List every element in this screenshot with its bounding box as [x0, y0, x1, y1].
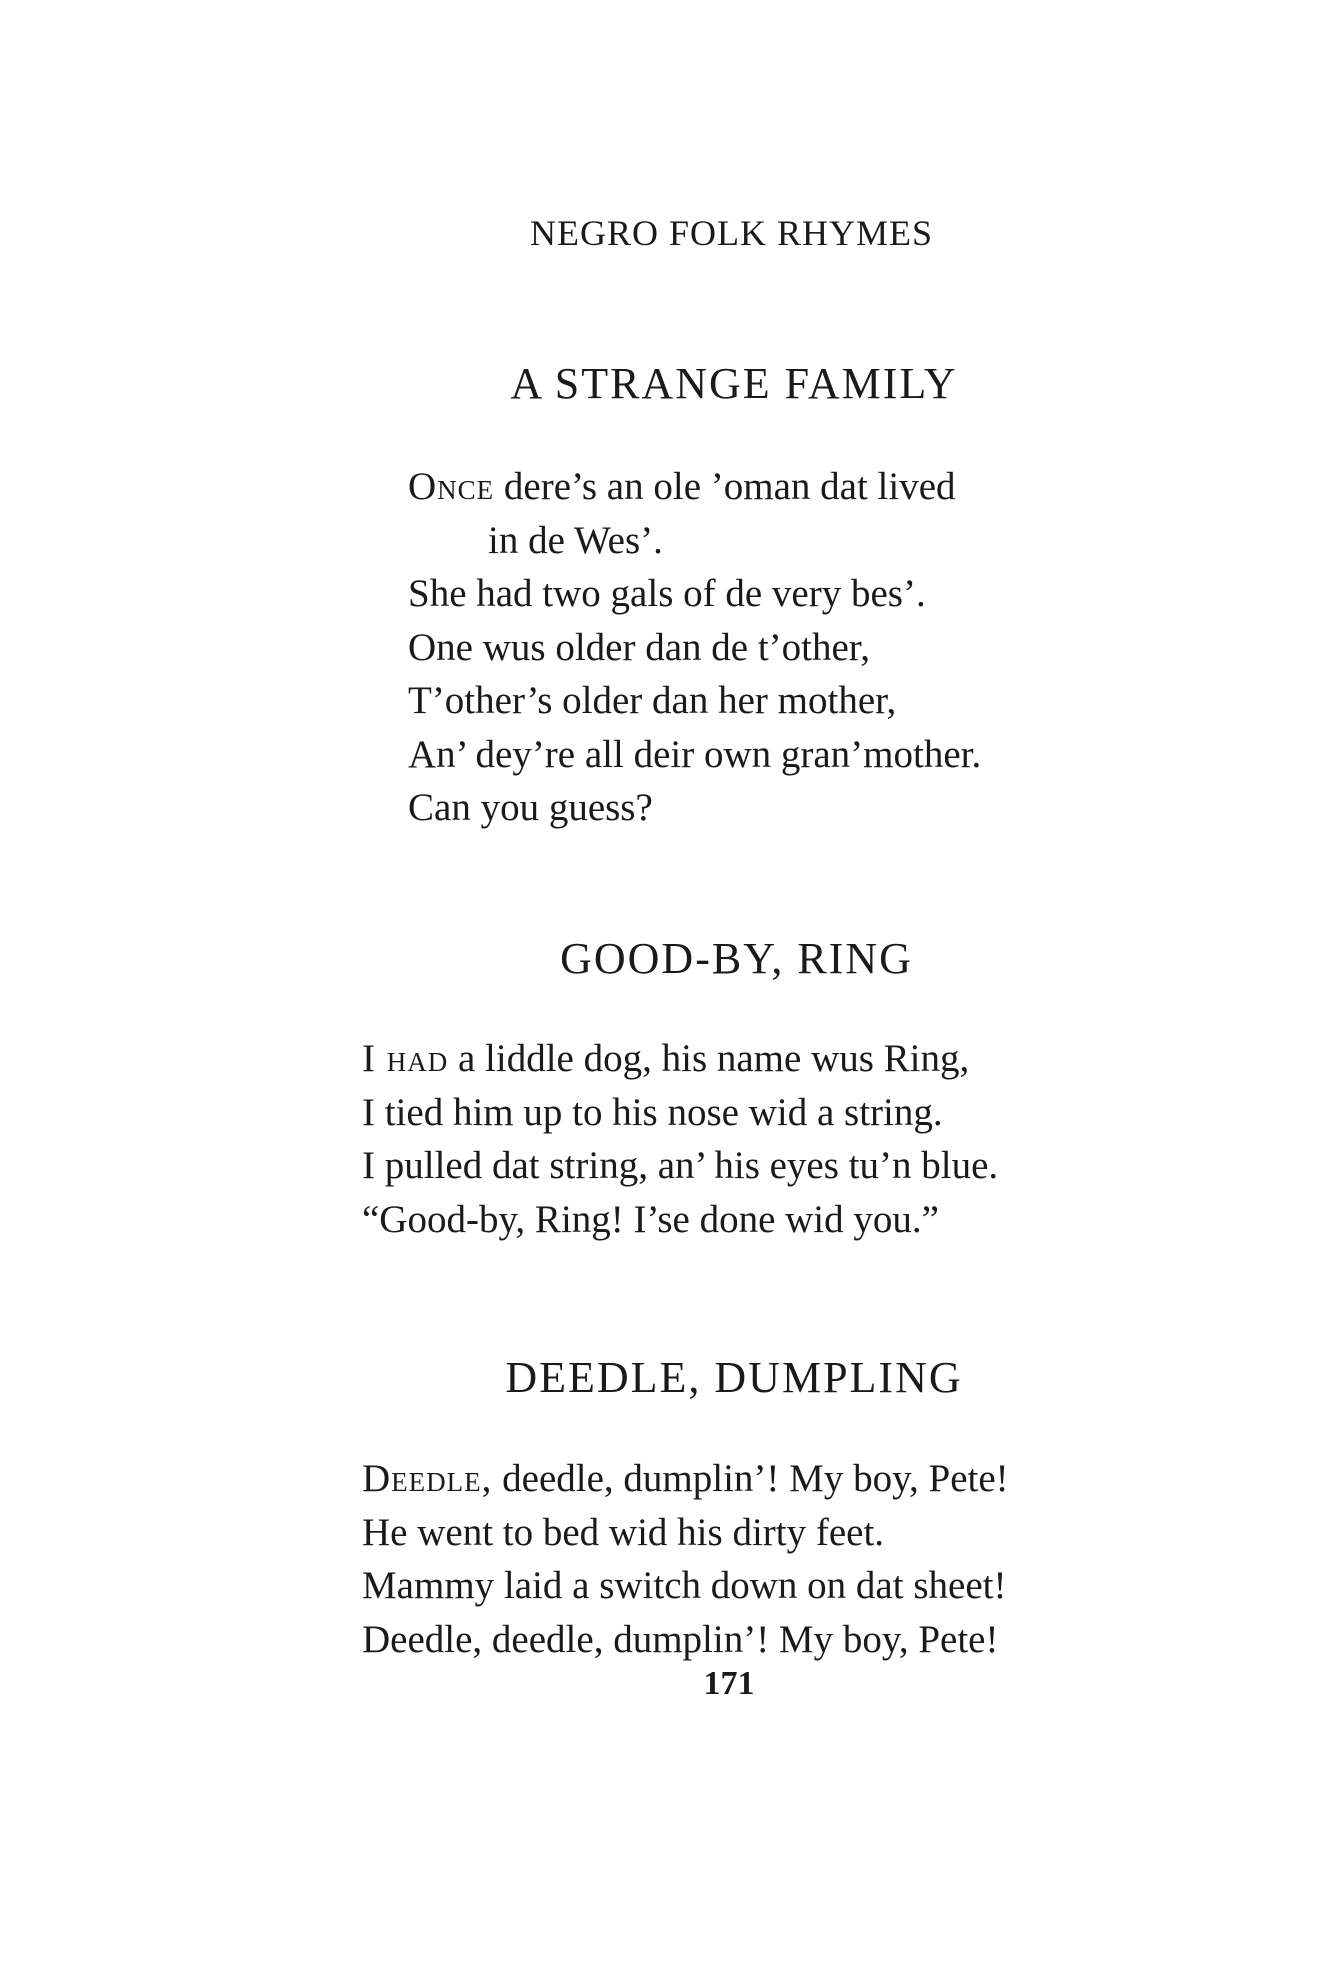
poem-line: Mammy laid a switch down on dat sheet!	[362, 1564, 1007, 1607]
poem-line: Deedle, deedle, dumplin’! My boy, Pete!	[362, 1617, 999, 1661]
poem-line: He went to bed wid his dirty feet.	[362, 1510, 885, 1554]
poem-first-line-text: deedle, dumplin’! My boy, Pete!	[492, 1457, 1009, 1500]
poem-line	[362, 1032, 998, 1086]
poem-line: T’other’s older dan her mother,	[408, 679, 897, 722]
poem-first-word: Once	[408, 465, 495, 508]
poem-line: She had two gals of de very bes’.	[408, 572, 926, 615]
poem-first-line-text: dere’s an ole ’oman dat lived	[494, 465, 956, 508]
poem-body-strange-family	[408, 460, 981, 835]
poem-line: I pulled dat string, an’ his eyes tu’n blue.	[362, 1144, 999, 1187]
poem-body-good-by-ring	[362, 1032, 998, 1246]
poem-first-line-text: a liddle dog, his name wus Ring,	[448, 1037, 970, 1080]
poem-body-deedle-dumpling	[362, 1452, 1009, 1666]
poem-title-strange-family: A STRANGE FAMILY	[510, 359, 958, 408]
poem-line: “Good-by, Ring! I’se done wid you.”	[362, 1197, 939, 1241]
poem-first-word: I had	[362, 1037, 449, 1080]
poem-line: I tied him up to his nose wid a string.	[362, 1090, 943, 1134]
poem-line: Can you guess?	[408, 786, 653, 829]
poem-line: One wus older dan de t’other,	[408, 625, 870, 669]
poem-title-deedle-dumpling: DEEDLE, DUMPLING	[505, 1353, 963, 1402]
poem-line	[408, 460, 981, 514]
running-head: NEGRO FOLK RHYMES	[529, 213, 934, 253]
poem-line: An’ dey’re all deir own gran’mother.	[408, 732, 982, 776]
poem-line	[362, 1452, 1009, 1506]
poem-line: in de Wes’.	[488, 518, 663, 562]
poem-first-word: Deedle,	[362, 1457, 493, 1500]
poem-title-good-by-ring: GOOD-BY, RING	[560, 934, 913, 983]
page-number: 171	[703, 1665, 755, 1702]
